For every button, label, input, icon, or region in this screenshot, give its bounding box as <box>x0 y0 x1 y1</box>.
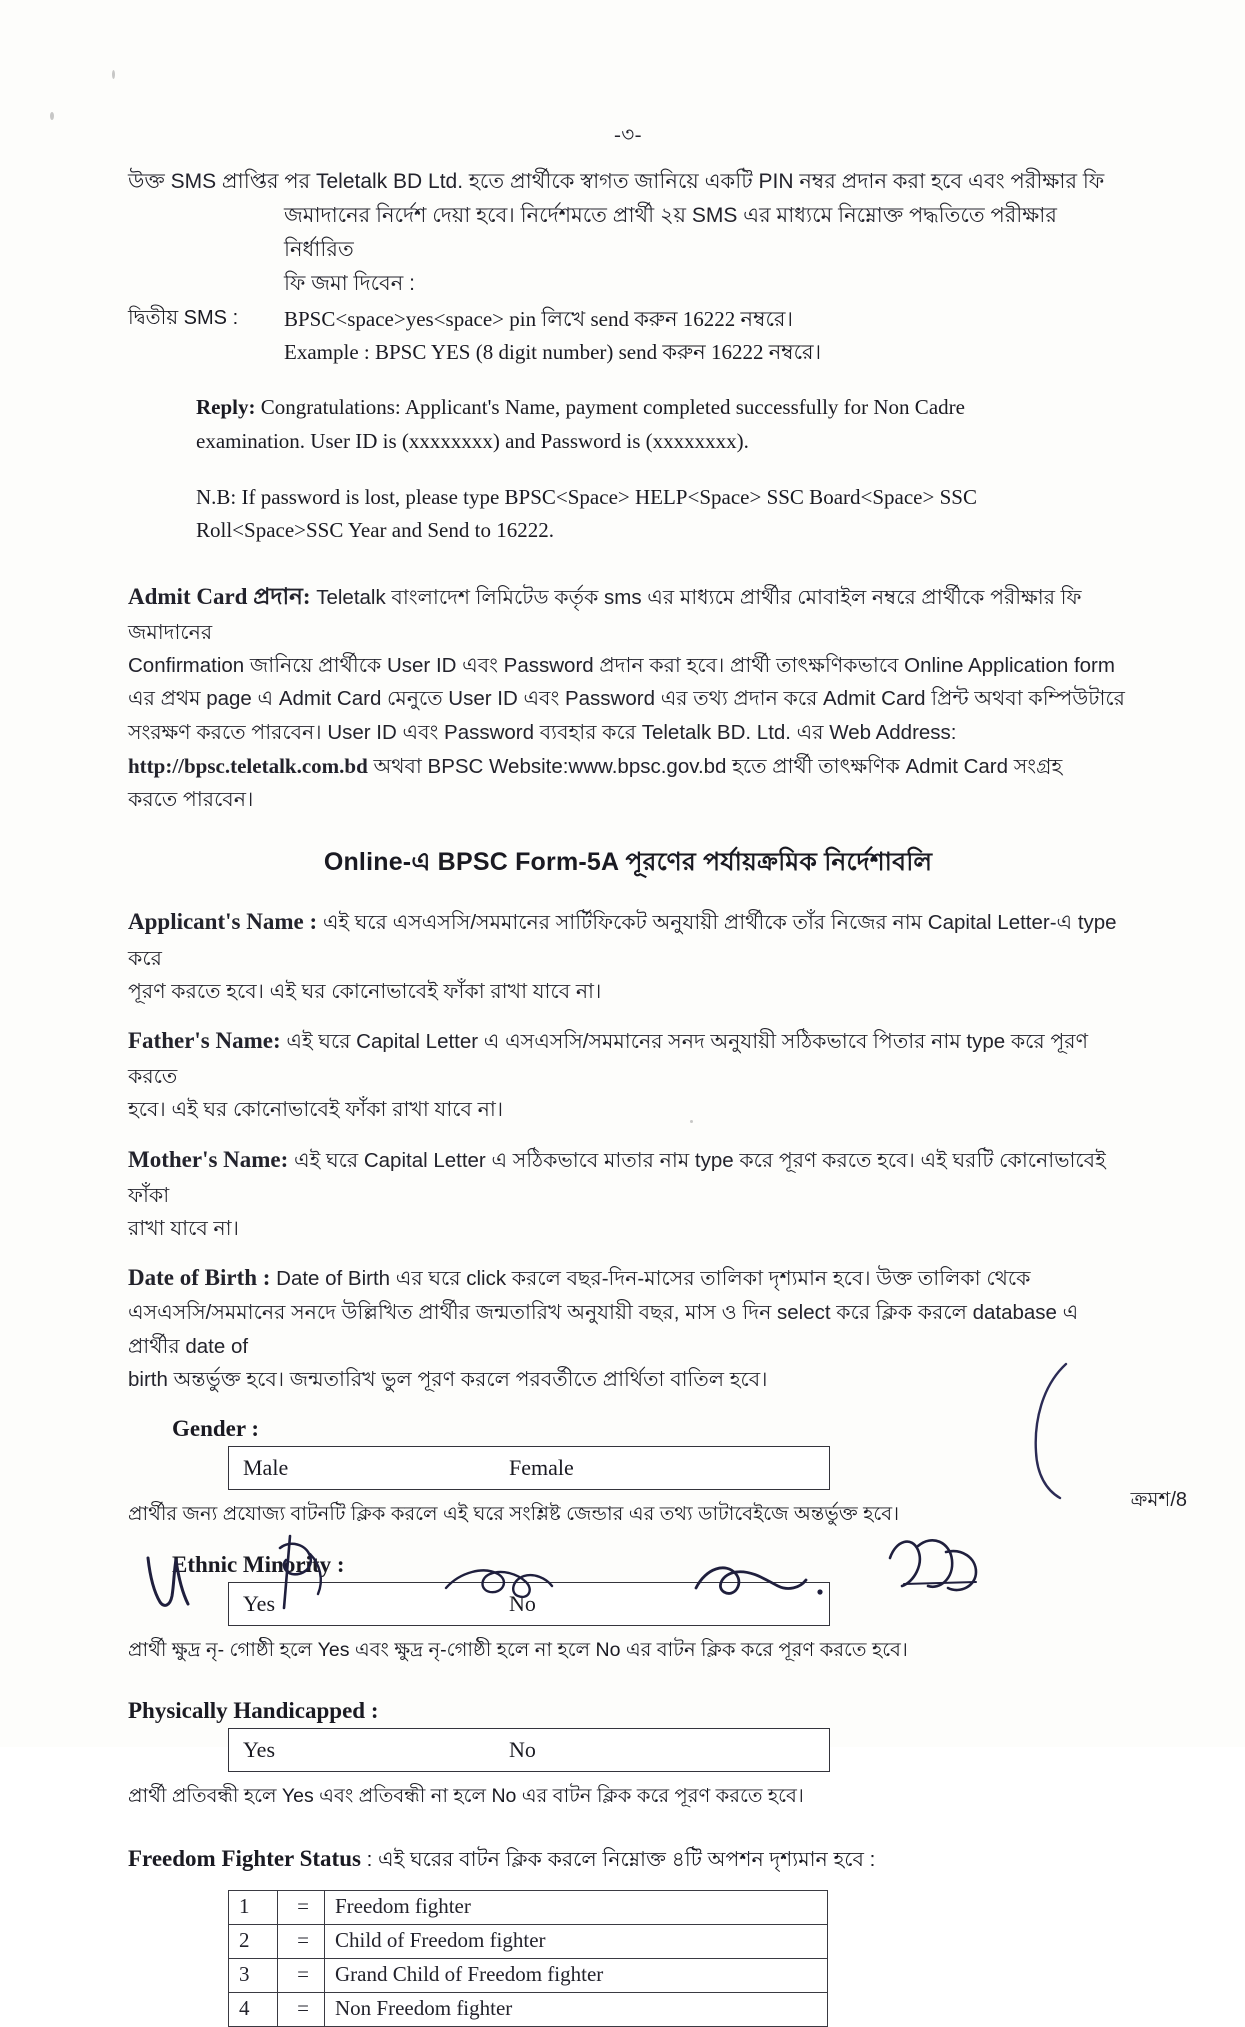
section-heading: Online-এ BPSC Form-5A পূরণের পর্যায়ক্রমিক নির্দেশাবলি <box>323 848 933 877</box>
table-row[interactable] <box>229 1891 828 1925</box>
physically-handicapped-option-yes[interactable]: Yes <box>243 1737 276 1763</box>
ethnic-minority-label: Ethnic Minority : <box>172 1552 345 1578</box>
document-body <box>128 120 1128 2027</box>
physically-handicapped-label: Physically Handicapped : <box>128 1698 379 1724</box>
freedom-fighter-heading <box>128 1844 1128 1878</box>
reply-line-1 <box>196 391 1128 425</box>
admit-card-block <box>128 578 1128 816</box>
admit-card-text-5: অথবা BPSC Website:www.bpsc.gov.bd হতে প্রার্থী তাৎক্ষণিক Admit Card সংগ্রহ <box>367 754 1063 778</box>
reply-block <box>196 391 1128 458</box>
reply-text-2: examination. User ID is (xxxxxxxx) and Password is (xxxxxxxx). <box>196 429 749 453</box>
gender-note: প্রার্থীর জন্য প্রযোজ্য বাটনটি ক্লিক করলে এই ঘরে সংশ্লিষ্ট জেন্ডার এর তথ্য ডাটাবেইজে অন্তর্ভুক্ত হবে। <box>128 1503 900 1526</box>
physically-handicapped-option-no[interactable]: No <box>509 1737 536 1763</box>
gender-option-male[interactable]: Male <box>243 1455 289 1481</box>
freedom-fighter-intro: : এই ঘরের বাটন ক্লিক করলে নিম্নোক্ত ৪টি অপশন দৃশ্যমান হবে : <box>360 1848 876 1872</box>
admit-card-line-6: করতে পারবেন। <box>128 788 254 812</box>
applicants-name-block <box>128 903 1128 1008</box>
admit-card-line-1 <box>128 578 1128 649</box>
physically-handicapped-option-box <box>228 1728 830 1772</box>
intro-line-3: ফি জমা দিবেন : <box>284 272 415 296</box>
ff-row-num-3: 3 <box>229 1959 278 1993</box>
ff-row-eq-4: = <box>278 1993 325 2027</box>
ff-row-label-2: Child of Freedom fighter <box>325 1925 828 1959</box>
scan-speck <box>50 112 54 120</box>
admit-card-lead: Admit Card প্রদান: <box>128 583 311 609</box>
mothers-name-lead: Mother's Name: <box>128 1146 289 1172</box>
ff-row-label-1: Freedom fighter <box>325 1891 828 1925</box>
ff-row-eq-1: = <box>278 1891 325 1925</box>
admit-card-text-1: Teletalk বাংলাদেশ লিমিটেড কর্তৃক sms এর মাধ্যমে প্রার্থীর মোবাইল নম্বরে প্রার্থীকে পরীক্ষার ফি জমাদানের <box>128 585 1082 645</box>
second-sms-format: BPSC<space>yes<space> pin লিখে send করুন 16222 নম্বরে। <box>284 307 793 332</box>
admit-card-line-4: সংরক্ষণ করতে পারবেন। User ID এবং Password ব্যবহার করে Teletalk BD. Ltd. এর Web Address: <box>128 720 957 744</box>
admit-card-line-5 <box>128 749 1128 783</box>
applicants-name-text-1: এই ঘরে এসএসসি/সমমানের সার্টিফিকেট অনুযায়ী প্রার্থীকে তাঁর নিজের নাম Capital Letter-এ type করে <box>128 911 1117 970</box>
page-number: -৩- <box>614 124 642 146</box>
table-row[interactable] <box>229 1925 828 1959</box>
applicants-name-line-1 <box>128 903 1128 974</box>
ethnic-minority-option-box <box>228 1582 830 1626</box>
mothers-name-line-1 <box>128 1141 1128 1212</box>
date-of-birth-text-2: এসএসসি/সমমানের সনদে উল্লিখিত প্রার্থীর জন্মতারিখ অনুযায়ী বছর, মাস ও দিন select করে ক্লিক করলে database এ প্রার্থীর date of <box>128 1301 1079 1358</box>
ethnic-minority-option-no[interactable]: No <box>509 1591 536 1617</box>
ff-row-eq-3: = <box>278 1959 325 1993</box>
fathers-name-text-2: হবে। এই ঘর কোনোভাবেই ফাঁকা রাখা যাবে না। <box>128 1098 504 1122</box>
nb-line-1: N.B: If password is lost, please type BPSC<Space> HELP<Space> SSC Board<Space> SSC <box>196 484 977 509</box>
nb-line-2: Roll<Space>SSC Year and Send to 16222. <box>196 518 554 543</box>
gender-option-female[interactable]: Female <box>509 1455 574 1481</box>
ff-row-num-2: 2 <box>229 1925 278 1959</box>
applicants-name-lead: Applicant's Name : <box>128 909 318 935</box>
applicants-name-text-2: পূরণ করতে হবে। এই ঘর কোনোভাবেই ফাঁকা রাখা যাবে না। <box>128 979 602 1003</box>
admit-card-line-2: Confirmation জানিয়ে প্রার্থীকে User ID এবং Password প্রদান করা হবে। প্রার্থী তাৎক্ষণিকভাবে Online Application form <box>128 654 1115 678</box>
freedom-fighter-options-table <box>228 1890 828 2027</box>
nb-block <box>196 481 1128 548</box>
continuation-marker: ক্রমশ/8 <box>1130 1489 1187 1511</box>
second-sms-body <box>284 303 1128 369</box>
gender-label: Gender : <box>172 1416 260 1442</box>
table-row[interactable] <box>229 1959 828 1993</box>
second-sms-block <box>128 303 1128 369</box>
teletalk-url[interactable]: http://bpsc.teletalk.com.bd <box>128 753 368 778</box>
table-row[interactable] <box>229 1993 828 2027</box>
mothers-name-block <box>128 1141 1128 1246</box>
fathers-name-line-1 <box>128 1022 1128 1093</box>
reply-text-1: Congratulations: Applicant's Name, payment completed successfully for Non Cadre <box>260 395 965 420</box>
date-of-birth-lead: Date of Birth : <box>128 1265 271 1291</box>
second-sms-example: Example : BPSC YES (8 digit number) send করুন 16222 নম্বরে। <box>284 340 822 365</box>
mothers-name-text-1: এই ঘরে Capital Letter এ সঠিকভাবে মাতার নাম type করে পূরণ করতে হবে। এই ঘরটি কোনোভাবেই ফাঁকা <box>128 1148 1106 1207</box>
ff-row-num-1: 1 <box>229 1891 278 1925</box>
intro-line-1: উক্ত SMS প্রাপ্তির পর Teletalk BD Ltd. হতে প্রার্থীকে স্বাগত জানিয়ে একটি PIN নম্বর প্রদান করা হবে এবং পরীক্ষার ফি <box>128 170 1105 193</box>
intro-paragraph <box>128 165 1128 301</box>
scan-speck <box>112 70 115 79</box>
date-of-birth-text-1: Date of Birth এর ঘরে click করলে বছর-দিন-মাসের তালিকা দৃশ্যমান হবে। উক্ত তালিকা থেকে <box>270 1267 1031 1291</box>
fathers-name-block <box>128 1022 1128 1127</box>
ff-row-eq-2: = <box>278 1925 325 1959</box>
date-of-birth-text-3: birth অন্তর্ভুক্ত হবে। জন্মতারিখ ভুল পূরণ করলে পরবর্তীতে প্রার্থিতা বাতিল হবে। <box>128 1367 768 1391</box>
date-of-birth-line-1 <box>128 1259 1128 1296</box>
ff-row-label-4: Non Freedom fighter <box>325 1993 828 2027</box>
second-sms-label: দ্বিতীয় SMS : <box>128 307 239 330</box>
freedom-fighter-lead: Freedom Fighter Status <box>128 1846 361 1872</box>
fathers-name-text-1: এই ঘরে Capital Letter এ এসএসসি/সমমানের সনদ অনুযায়ী সঠিকভাবে পিতার নাম type করে পূরণ করতে <box>128 1029 1088 1089</box>
ff-row-label-3: Grand Child of Freedom fighter <box>325 1959 828 1993</box>
fathers-name-lead: Father's Name: <box>128 1027 281 1053</box>
date-of-birth-block <box>128 1259 1128 1396</box>
ethnic-minority-option-yes[interactable]: Yes <box>243 1591 276 1617</box>
admit-card-line-3: এর প্রথম page এ Admit Card মেনুতে User ID এবং Password এর তথ্য প্রদান করে Admit Card প্রিন্ট অথবা কম্পিউটারে <box>128 687 1125 711</box>
mothers-name-text-2: রাখা যাবে না। <box>128 1217 239 1241</box>
intro-line-2: জমাদানের নির্দেশ দেয়া হবে। নির্দেশমতে প্রার্থী ২য় SMS এর মাধ্যমে নিম্নোক্ত পদ্ধতিতে পরীক্ষার নির্ধারিত <box>284 204 1057 262</box>
ethnic-minority-note: প্রার্থী ক্ষুদ্র নৃ- গোষ্ঠী হলে Yes এবং ক্ষুদ্র নৃ-গোষ্ঠী হলে না হলে No এর বাটন ক্লিক করে পূরণ করতে হবে। <box>128 1639 908 1662</box>
physically-handicapped-note: প্রার্থী প্রতিবন্ধী হলে Yes এবং প্রতিবন্ধী না হলে No এর বাটন ক্লিক করে পূরণ করতে হবে। <box>128 1785 804 1808</box>
ff-row-num-4: 4 <box>229 1993 278 2027</box>
gender-option-box <box>228 1446 830 1490</box>
reply-label: Reply: <box>196 395 256 420</box>
